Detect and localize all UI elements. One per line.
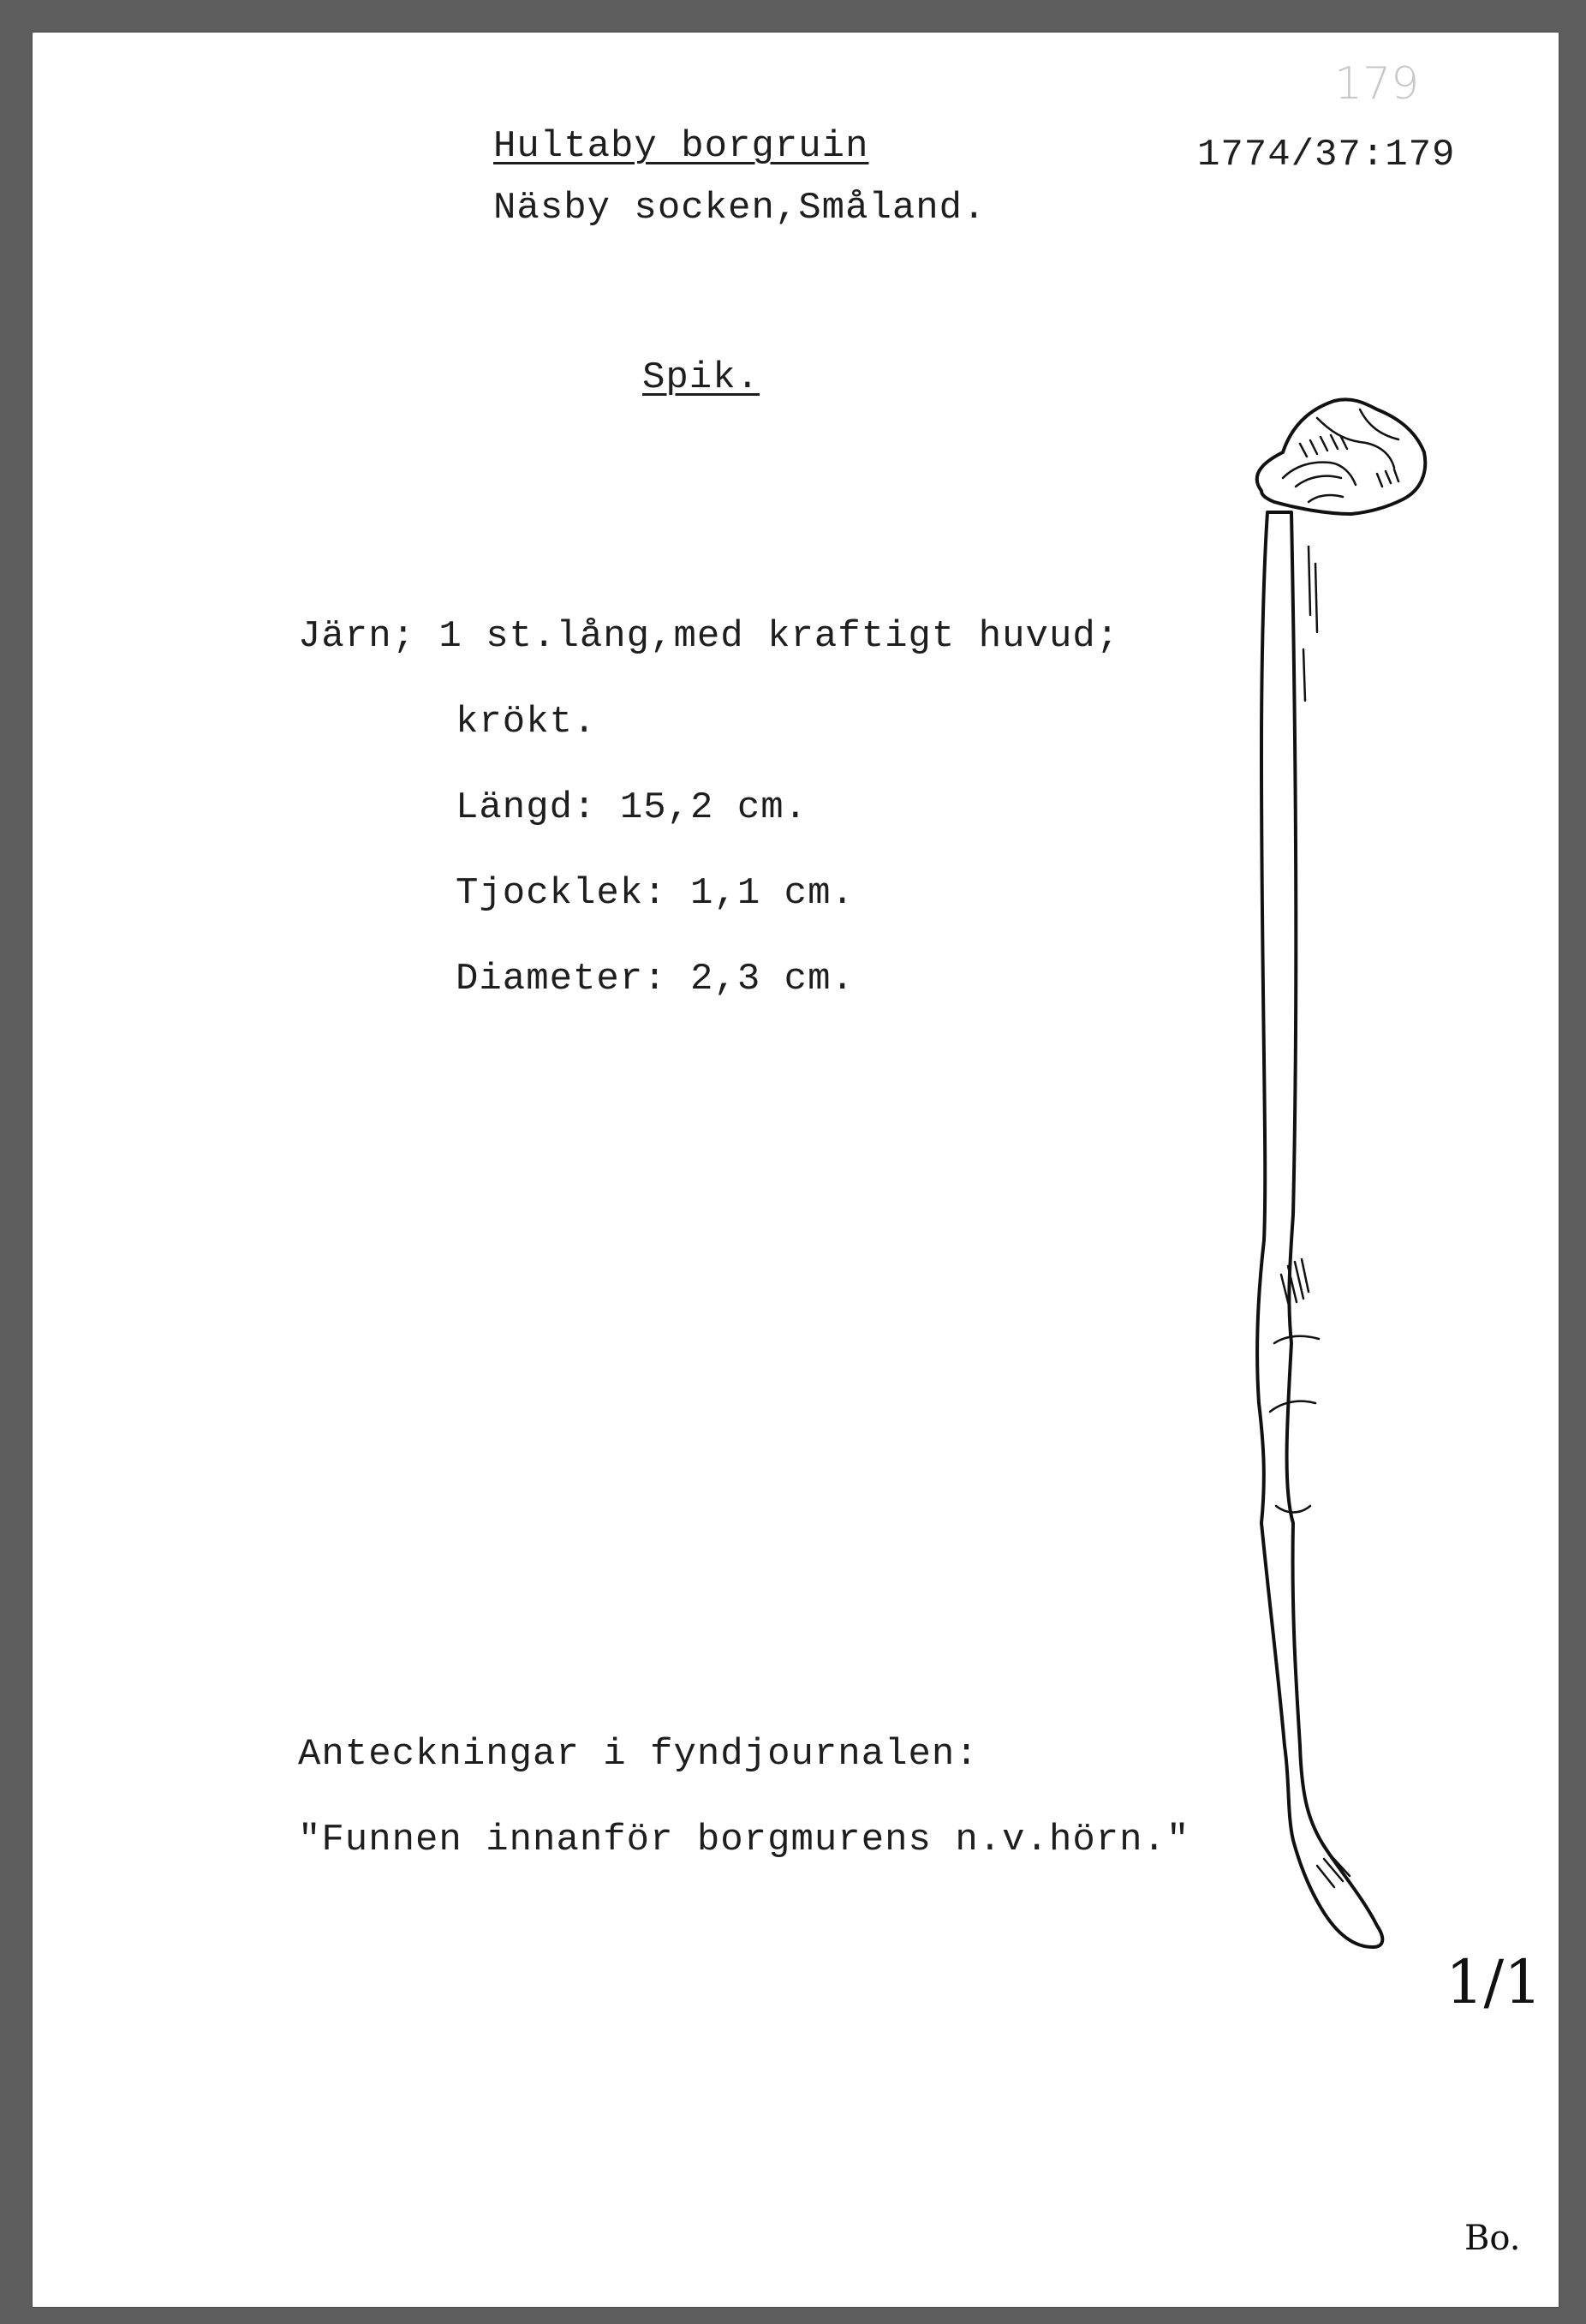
scale-label: 1/1 <box>1446 1947 1542 2017</box>
pencil-number: 179 <box>1334 58 1420 110</box>
description-line-2: krökt. <box>456 701 597 744</box>
object-title: Spik. <box>642 356 760 399</box>
nail-drawing <box>1214 392 1506 2020</box>
catalog-card <box>33 33 1559 2307</box>
diameter-measure: Diameter: 2,3 cm. <box>456 958 855 1001</box>
site-name: Hultaby borgruin <box>493 125 869 168</box>
thickness-measure: Tjocklek: 1,1 cm. <box>456 872 855 915</box>
notes-quote: "Funnen innanför borgmurens n.v.hörn." <box>298 1819 1190 1861</box>
artist-initials: Bo. <box>1464 2219 1521 2258</box>
parish-name: Näsby socken,Småland. <box>493 187 987 230</box>
length-measure: Längd: 15,2 cm. <box>456 786 808 829</box>
catalog-number: 1774/37:179 <box>1197 134 1456 176</box>
notes-heading: Anteckningar i fyndjournalen: <box>298 1733 979 1776</box>
description-line-1: Järn; 1 st.lång,med kraftigt huvud; <box>298 615 1120 658</box>
